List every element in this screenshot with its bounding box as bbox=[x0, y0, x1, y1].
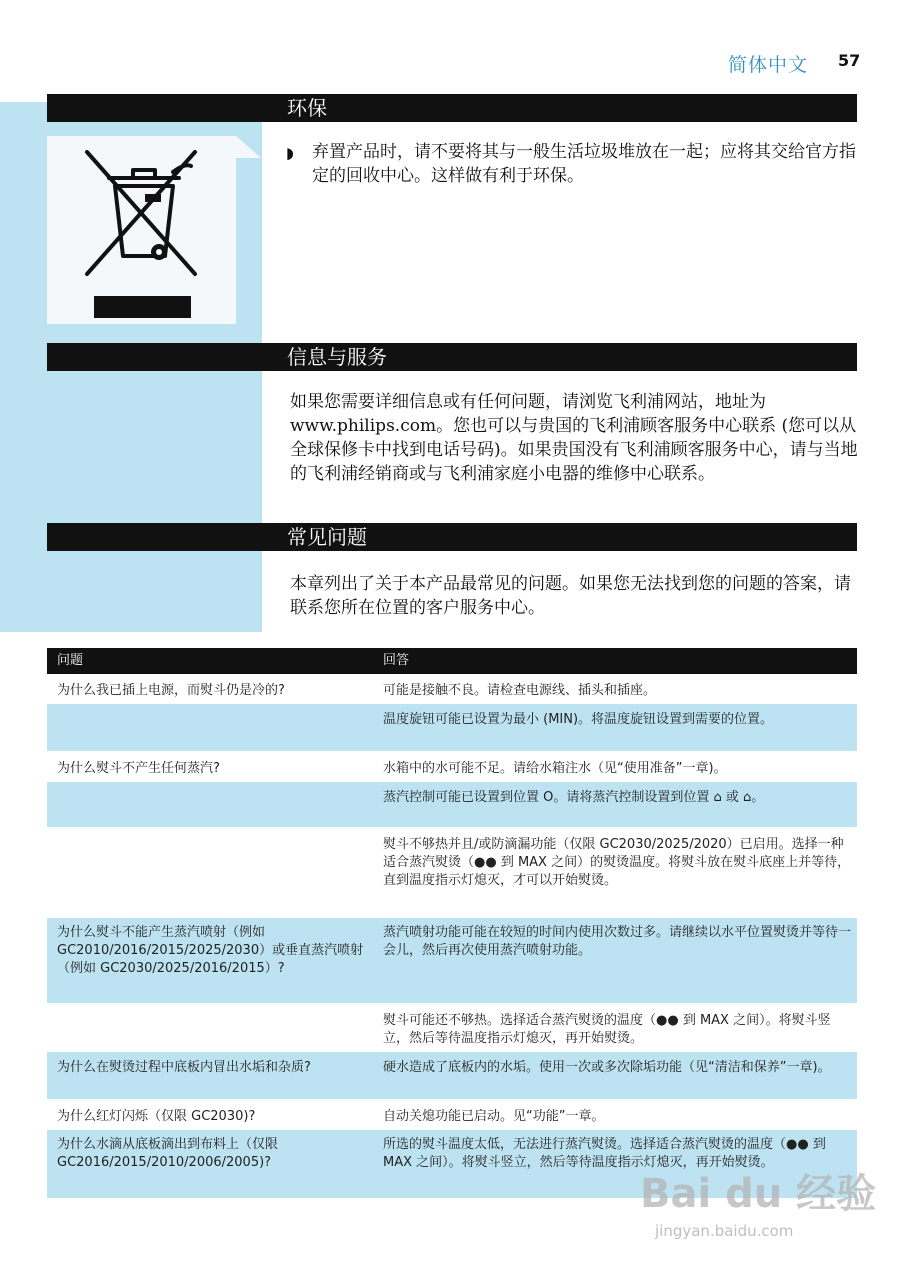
info-text: 如果您需要详细信息或有任何问题，请浏览飞利浦网站，地址为 www.philips.com。您也可以与贵国的飞利浦顾客服务中心联系 (您可以从全球保修卡中找到电话号码)。如果贵国没有飞利浦顾客服务中心，请与当地的飞利浦经销商或与飞利浦家庭小电器的维修中心联系。 bbox=[290, 392, 858, 484]
row-answer: 蒸汽喷射功能可能在较短的时间内使用次数过多。请继续以水平位置熨烫并等待一会儿，然后再次使用蒸汽喷射功能。 bbox=[383, 925, 852, 958]
table-header bbox=[47, 648, 857, 674]
table-row bbox=[47, 754, 857, 780]
section-bar-faq bbox=[47, 523, 857, 551]
bullet-marker: ◗ bbox=[286, 144, 294, 162]
page-number: 57 bbox=[838, 51, 861, 70]
table-row bbox=[47, 704, 857, 752]
row-answer: 所选的熨斗温度太低，无法进行蒸汽熨烫。选择适合蒸汽熨烫的温度（●● 到 MAX 之间）。将熨斗竖立，然后等待温度指示灯熄灭，再开始熨烫。 bbox=[383, 1137, 826, 1170]
baidu-watermark-url: jingyan.baidu.com bbox=[655, 1222, 794, 1240]
row-answer: 熨斗不够热并且/或防滴漏功能（仅限 GC2030/2025/2020）已启用。选择一种适合蒸汽熨烫（●● 到 MAX 之间）的熨烫温度。将熨斗放在熨斗底座上并等待，直到温度指示灯熄灭，才可以开始熨烫。 bbox=[383, 837, 851, 888]
weee-image-box bbox=[47, 136, 236, 324]
row-answer: 温度旋钮可能已设置为最小 (MIN)。将温度旋钮设置到需要的位置。 bbox=[383, 712, 774, 727]
row-question: 为什么我已插上电源，而熨斗仍是冷的? bbox=[57, 683, 285, 698]
section-bar-environment bbox=[47, 94, 857, 122]
header-answer: 回答 bbox=[383, 653, 410, 668]
table-row bbox=[47, 1102, 857, 1128]
environment-text: 弃置产品时，请不要将其与一般生活垃圾堆放在一起；应将其交给官方指定的回收中心。这样做有利于环保。 bbox=[312, 142, 856, 186]
baidu-watermark: Bai du 经验 bbox=[640, 1171, 877, 1217]
table-row bbox=[47, 918, 857, 1004]
row-answer: 水箱中的水可能不足。请给水箱注水（见“使用准备”一章)。 bbox=[383, 761, 727, 776]
row-answer: 熨斗可能还不够热。选择适合蒸汽熨烫的温度（●● 到 MAX 之间）。将熨斗竖立，然后等待温度指示灯熄灭，再开始熨烫。 bbox=[383, 1013, 831, 1046]
section-bar-info bbox=[47, 343, 857, 371]
callout-arrow bbox=[236, 136, 261, 158]
header-question: 问题 bbox=[57, 653, 84, 668]
section-title-environment: 环保 bbox=[287, 96, 327, 120]
table-row bbox=[47, 1052, 857, 1100]
row-question: 为什么水滴从底板滴出到布料上（仅限 GC2016/2015/2010/2006/2005)? bbox=[57, 1137, 279, 1170]
row-answer: 自动关熄功能已启动。见“功能”一章。 bbox=[383, 1109, 605, 1124]
row-answer: 蒸汽控制可能已设置到位置 O。请将蒸汽控制设置到位置 ⌂ 或 ⌂。 bbox=[383, 790, 765, 805]
table-row bbox=[47, 1006, 857, 1050]
table-row bbox=[47, 830, 857, 914]
row-question: 为什么在熨烫过程中底板内冒出水垢和杂质? bbox=[57, 1060, 311, 1075]
faq-intro-text: 本章列出了关于本产品最常见的问题。如果您无法找到您的问题的答案，请联系您所在位置的客户服务中心。 bbox=[290, 574, 851, 618]
table-row bbox=[47, 676, 857, 702]
row-question: 为什么熨斗不产生任何蒸汽? bbox=[57, 761, 220, 776]
table-row bbox=[47, 782, 857, 828]
section-title-info: 信息与服务 bbox=[287, 345, 387, 369]
row-question: 为什么熨斗不能产生蒸汽喷射（例如 GC2010/2016/2015/2025/2030）或垂直蒸汽喷射（例如 GC2030/2025/2016/2015）? bbox=[57, 925, 364, 976]
row-answer: 可能是接触不良。请检查电源线、插头和插座。 bbox=[383, 683, 657, 698]
row-answer: 硬水造成了底板内的水垢。使用一次或多次除垢功能（见“清洁和保养”一章)。 bbox=[383, 1060, 831, 1075]
row-question: 为什么红灯闪烁（仅限 GC2030)? bbox=[57, 1109, 256, 1124]
crossed-bin-icon bbox=[47, 136, 236, 324]
section-title-faq: 常见问题 bbox=[287, 525, 367, 549]
page-language: 简体中文 bbox=[728, 54, 809, 76]
